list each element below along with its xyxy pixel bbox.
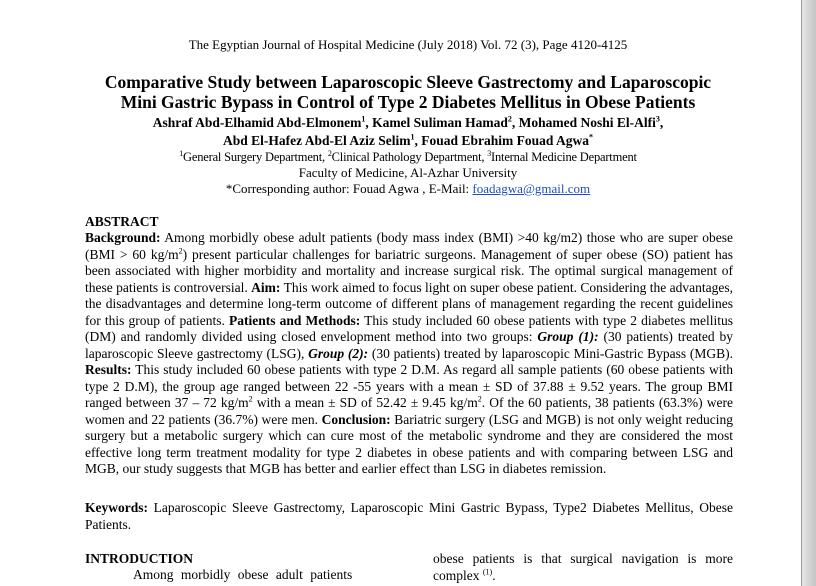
author-list [60,114,756,150]
abstract-heading: ABSTRACT [85,214,159,229]
aim-label: Aim: [251,279,281,295]
affiliations [60,149,756,197]
corresponding-author: *Corresponding author: Fouad Agwa , E-Mail: foadagwa@gmail.com [225,181,591,196]
author-name: Kamel Suliman Hamad [372,115,508,130]
paper-title [60,72,756,112]
author-affiliation-mark: 1 [410,132,415,142]
group-1-label: Group (1): [537,329,599,344]
faculty-line: Faculty of Medicine, Al-Azhar University [298,165,518,180]
author-affiliation-mark: 3 [655,114,660,124]
paper-title-line-1: Comparative Study between Laparoscopic Sleeve Gastrectomy and Laparoscopic [104,72,712,92]
keywords: Keywords: Laparoscopic Sleeve Gastrectomy, Laparoscopic Mini Gastric Bypass, Type2 Diabetes Mellitus, Obese Patients. [85,500,733,532]
email-link[interactable]: foadagwa@gmail.com [472,181,591,196]
author-name: Fouad Ebrahim Fouad Agwa [421,133,589,148]
author-name: Mohamed Noshi El-Alfi [518,115,656,130]
paper-title-line-2: Mini Gastric Bypass in Control of Type 2 Diabetes Mellitus in Obese Patients [120,92,696,112]
conclusion-label: Conclusion: [321,411,391,427]
keywords-label: Keywords: [85,500,148,515]
department-clinical-pathology: Clinical Pathology Department, [331,150,488,164]
author-affiliation-mark: * [588,132,593,142]
results-label: Results: [85,362,132,377]
department-internal-medicine: Internal Medicine Department [491,150,637,164]
methods-label: Patients and Methods: [228,312,361,328]
journal-header: The Egyptian Journal of Hospital Medicine (July 2018) Vol. 72 (3), Page 4120-4125 [188,37,628,52]
department-general-surgery: General Surgery Department, [183,150,328,164]
author-line-2: Abd El-Hafez Abd-El Aziz Selim$^1$, Fouad Ebrahim Fouad Agwa* [223,132,593,148]
author-name: Abd El-Hafez Abd-El Aziz Selim [223,133,411,148]
author-line-1: Ashraf Abd-Elhamid Abd-Elmonem$^1$, Kamel Suliman Hamad$^2$, Mohamed Noshi El-Alfi$^3$, [152,114,664,130]
author-name: Ashraf Abd-Elhamid Abd-Elmonem [152,115,362,130]
citation-ref: (1) [482,567,493,576]
background-label: Background: [85,230,161,245]
author-affiliation-mark: 2 [507,114,512,124]
group-2-label: Group (2): [308,345,369,361]
viewer-scroll-gutter[interactable] [802,0,816,586]
author-affiliation-mark: 1 [361,114,366,124]
introduction-left-column: Among morbidly obese adult patients [133,567,353,582]
abstract-body: Background: Among morbidly obese adult patients (body mass index (BMI) >40 kg/m2) those who are super obese (BMI > 60 $kg/m^2$) present particular challenges for bariatric surgeons. Management of super obese (SO) patient has been associated with higher morbidity and mortality and increase surgical risk. The optimal surgical management of these patients is controversial. Aim: This work aimed to focus light on super obese patient. Considering the advantages, the disadvantages and determine long-term outcome of different plans of management regarding the recent guidelines for this group of patients. Patients and Methods: This study included 60 obese patients with type 2 diabetes mellitus (DM) and randomly divided using closed envelopment method into two groups: Group (1): (30 patients) treated by laparoscopic Sleeve gastrectomy (LSG), Group (2): (30 patients) treated by laparoscopic Mini-Gastric Bypass (MGB). Results: This study included 60 obese patients with type 2 D.M. As regard all sample patients (60 obese patients with type 2 D.M), the group age ranged between 22 -55 years with a mean ± SD of 37.88 ± 9.52 years. The group BMI ranged between 37 – 72 $kg/m^2$ with a mean ± SD of 52.42 ± 9.45 $kg/m^2$. Of the 60 patients, 38 patients (63.3%) were women and 22 patients (36.7%) were men. Conclusion: Bariatric surgery (LSG and MGB) is not only weight reducing surgery but a metabolic surgery which can cure most of the metabolic syndrome and they are considered the most effective long term treatment modality for type 2 diabetes in obese patients and with comparing between LSG and MGB, our study suggests that MGB has better and earlier effect than LSG in diabetes remission. [85,230,733,476]
department-list: $^1$General Surgery Department, $^2$Clinical Pathology Department, $^3$Internal Medicine Department [179,148,637,164]
introduction-right-column: obese patients is that surgical navigation is more complex $^{(1)}$. [433,551,733,583]
introduction-heading: INTRODUCTION [85,551,194,566]
